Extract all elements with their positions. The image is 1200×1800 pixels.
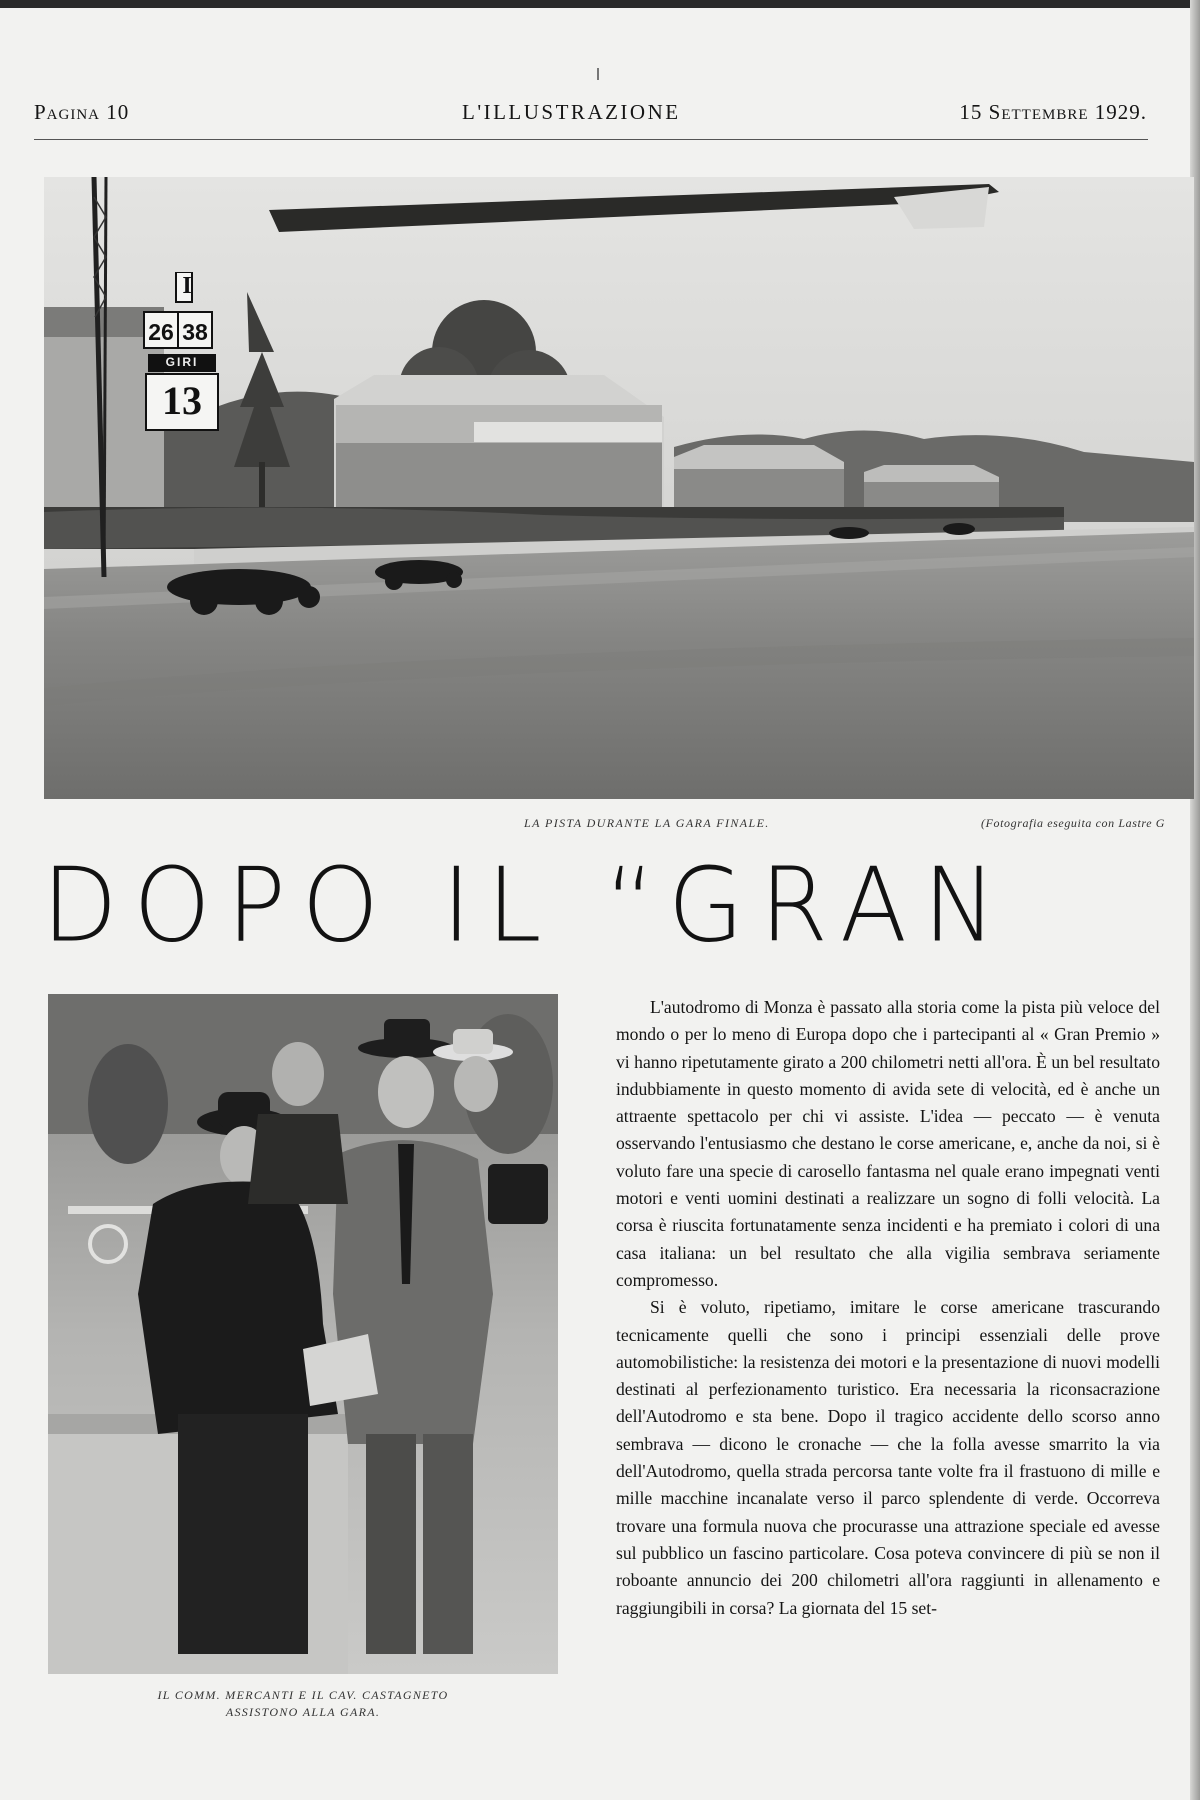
top-photo-credit: (Fotografia eseguita con Lastre G bbox=[981, 816, 1166, 830]
board-laps-label: GIRI bbox=[165, 355, 199, 369]
article-paragraph-1: L'autodromo di Monza è passato alla storia come la pista più veloce del mondo o per lo meno di Europa dopo che i partecipanti al « Gran Premio » vi hanno ripetutamente girato a 200 chilometri netti all'ora. È un bel resultato indubbiamente in questo momento di avida sete di velocità, ed è anche un attraente spettacolo per chi vi assiste. L'idea — peccato — è venuta osservando l'entusiasmo che destano le corse americane, e, anche da noi, si è voluto fare una specie di carosello fantasma nel quale erano impegnati venti motori e venti uomini destinati a realizzare un sogno di folli velocità. La corsa è riuscita fortunatamente senza incidenti e ha premiato i colori di una casa italiana: un bel resultato che alla vigilia sembrava seriamente compromesso. bbox=[616, 997, 1160, 1290]
magazine-title: L'ILLUSTRAZIONE bbox=[462, 100, 681, 124]
board-number-right: 38 bbox=[182, 319, 208, 345]
board-number-left: 26 bbox=[148, 319, 174, 345]
issue-date: 15 Settembre 1929. bbox=[959, 100, 1147, 124]
article-paragraph-2: Si è voluto, ripetiamo, imitare le corse americane trascurando tecnicamente quelli che sono i principi essenziali delle prove automobilistiche: la resistenza dei motori e la presentazione di nuovi modelli destinati al perfezionamento turistico. Era necessaria la riconsacrazione dell'Autodromo e sta bene. Dopo il tragico accidente dello scorso anno sembrava — dicono le cronache — che la folla avesse smarrito la via dell'Autodromo, quella strada percorsa tante volte fra il frastuono di mille e mille macchine incanalate verso il parco splendente di verde. Occorreva trovare una formula nuova che procurasse una attrazione speciale ed avesse sul pubblico un fascino particolare. Cosa poteva convincere di più se non il roboante annuncio dei 200 chilometri all'ora raggiunti in allenamento e raggiungibili in corsa? La giornata del 15 set- bbox=[616, 1297, 1160, 1618]
bottom-photo-caption bbox=[48, 1687, 558, 1721]
board-lap-count: 13 bbox=[162, 378, 202, 423]
bottom-photo-caption-line-2: ASSISTONO ALLA GARA. bbox=[225, 1705, 381, 1719]
board-digit-lap-marker: I bbox=[182, 273, 192, 299]
header-rule bbox=[34, 139, 1148, 140]
top-photo-caption: LA PISTA DURANTE LA GARA FINALE. bbox=[524, 816, 770, 830]
bottom-photo-caption-line-1: IL COMM. MERCANTI E IL CAV. CASTAGNETO bbox=[157, 1688, 449, 1702]
page-top-edge bbox=[0, 0, 1200, 8]
page-number: Pagina 10 bbox=[34, 100, 130, 124]
article-headline: DOPO IL “GRAN bbox=[42, 846, 1013, 966]
print-mark bbox=[597, 68, 599, 80]
article-body bbox=[616, 994, 1160, 1622]
race-track-photo bbox=[44, 177, 1194, 799]
spectators-photo bbox=[48, 994, 558, 1674]
